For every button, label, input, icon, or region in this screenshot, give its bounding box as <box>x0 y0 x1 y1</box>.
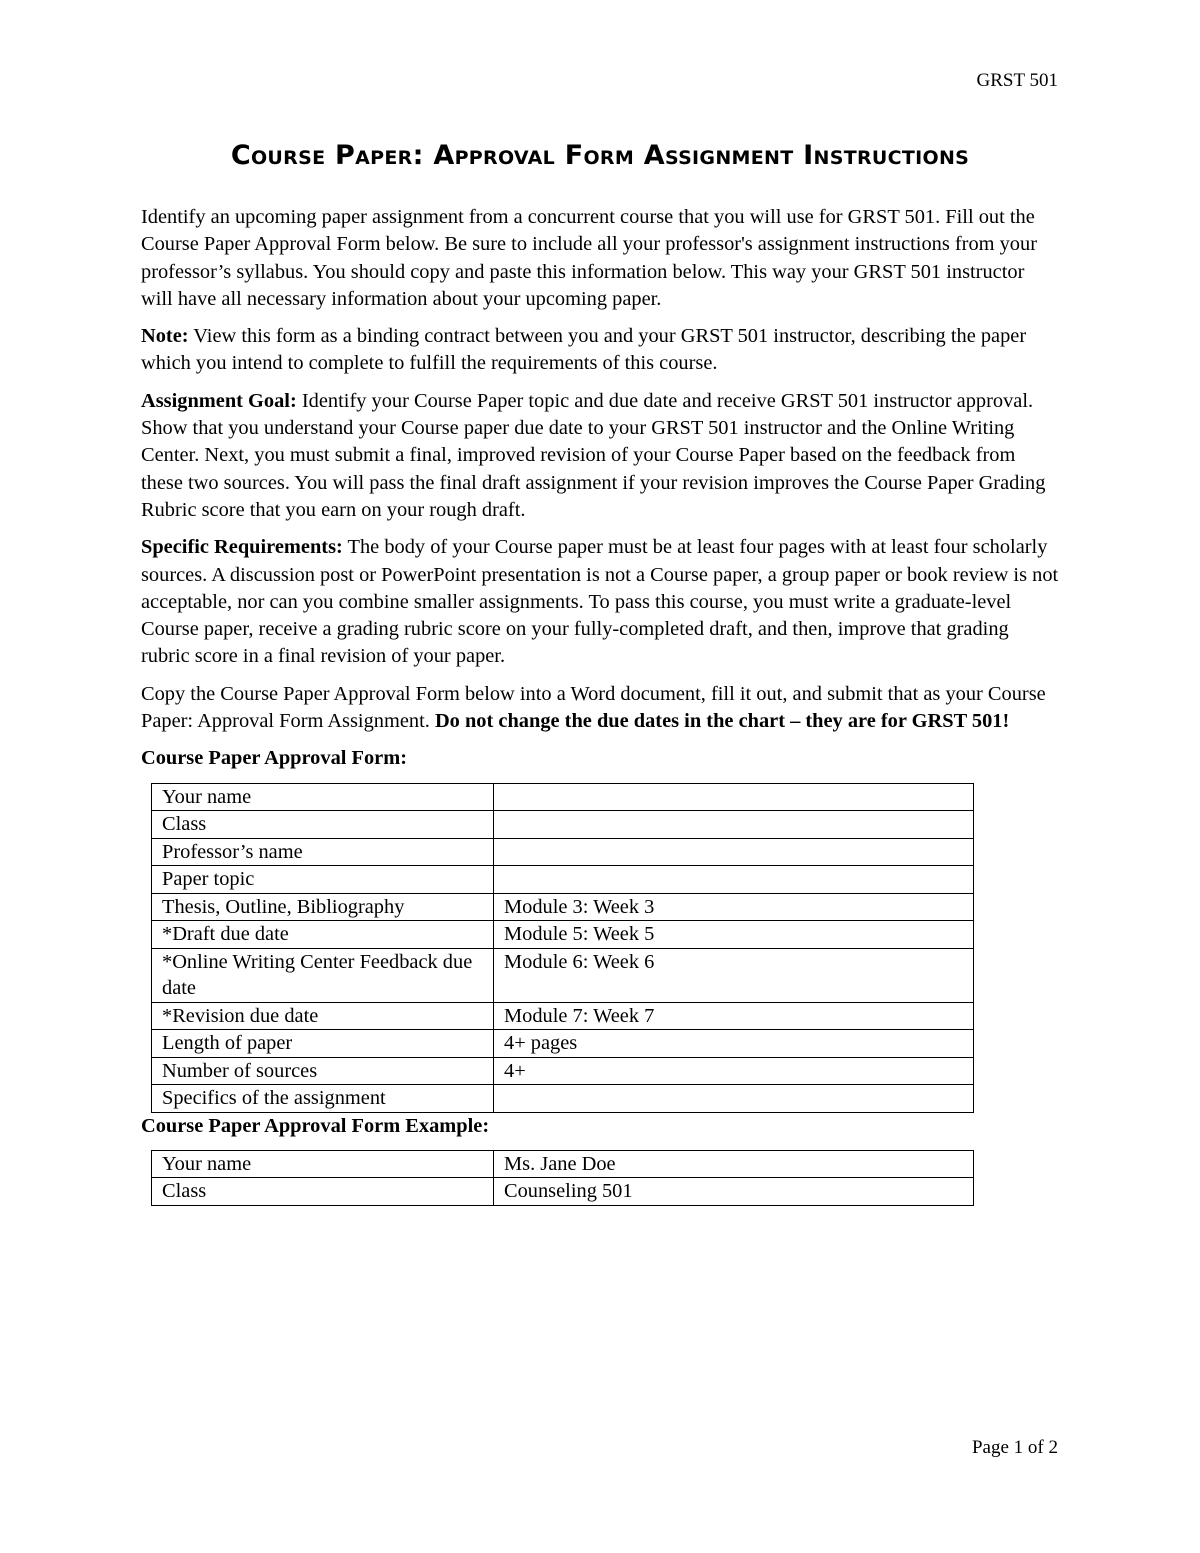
copy-warning: Do not change the due dates in the chart – they are for GRST 501! <box>434 710 1010 733</box>
row-value: Module 5: Week 5 <box>494 921 974 949</box>
row-label: Specifics of the assignment <box>152 1085 494 1113</box>
intro-paragraph: Identify an upcoming paper assignment from a concurrent course that you will use for GRST 501. Fill out the Course Paper Approval Form below. Be sure to include all your professor's assignment instructions from your professor’s syllabus. You should copy and paste this information below. This way your GRST 501 instructor will have all necessary information about your upcoming paper. <box>141 206 1037 310</box>
page-number: Page 1 of 2 <box>971 1437 1058 1458</box>
copy-text: Copy the Course Paper Approval Form below into a Word document, fill it out, and submit that as your Course Paper: Approval Form Assignment. <box>141 682 1046 733</box>
table-row <box>152 1178 974 1206</box>
row-label: *Revision due date <box>152 1002 494 1030</box>
row-value <box>494 783 974 811</box>
requirements-paragraph <box>141 534 1061 670</box>
table-row <box>152 893 974 921</box>
row-value: Ms. Jane Doe <box>494 1150 974 1178</box>
table-row <box>152 921 974 949</box>
row-label: Paper topic <box>152 866 494 894</box>
note-text: View this form as a binding contract between you and your GRST 501 instructor, describing the paper which you intend to complete to fulfill the requirements of this course. <box>141 325 1027 375</box>
row-value <box>494 811 974 839</box>
table-row <box>152 1002 974 1030</box>
table-row <box>152 1057 974 1085</box>
example-form-table <box>151 1150 974 1206</box>
goal-text: Identify your Course Paper topic and due date and receive GRST 501 instructor approval. Show that you understand your Course paper due date to your GRST 501 instructor and the Online Writing Center. Next, you must submit a final, improved revision of your Course Paper based on the feedback from these two sources. You will pass the final draft assignment if your revision improves the Course Paper Grading Rubric score that you earn on your rough draft. <box>141 389 1046 521</box>
row-label: Your name <box>152 783 494 811</box>
note-label: Note: <box>141 325 189 348</box>
row-label: Class <box>152 1178 494 1206</box>
row-value: Module 3: Week 3 <box>494 893 974 921</box>
page-header: GRST 501 <box>976 70 1058 91</box>
table-row <box>152 1150 974 1178</box>
row-label: Your name <box>152 1150 494 1178</box>
row-label: Length of paper <box>152 1030 494 1058</box>
row-value: Counseling 501 <box>494 1178 974 1206</box>
row-value <box>494 866 974 894</box>
goal-paragraph <box>141 388 1061 524</box>
row-label: *Draft due date <box>152 921 494 949</box>
form-heading: Course Paper Approval Form: <box>141 747 408 770</box>
row-label: Professor’s name <box>152 838 494 866</box>
table-row <box>152 866 974 894</box>
row-label: Class <box>152 811 494 839</box>
goal-label: Assignment Goal: <box>141 389 297 412</box>
row-value <box>494 838 974 866</box>
row-value: Module 7: Week 7 <box>494 1002 974 1030</box>
table-row <box>152 948 974 1002</box>
page-title: Course Paper: Approval Form Assignment Instructions <box>230 140 970 171</box>
table-row <box>152 1085 974 1113</box>
row-value: 4+ <box>494 1057 974 1085</box>
table-row <box>152 1030 974 1058</box>
document-body <box>141 204 1061 1206</box>
row-value <box>494 1085 974 1113</box>
row-label: *Online Writing Center Feedback due date <box>152 948 494 1002</box>
row-label: Number of sources <box>152 1057 494 1085</box>
table-row <box>152 783 974 811</box>
row-label: Thesis, Outline, Bibliography <box>152 893 494 921</box>
table-row <box>152 838 974 866</box>
requirements-label: Specific Requirements: <box>141 536 343 559</box>
copy-paragraph <box>141 681 1061 736</box>
table-row <box>152 811 974 839</box>
requirements-text: The body of your Course paper must be at least four pages with at least four scholarly sources. A discussion post or PowerPoint presentation is not a Course paper, a group paper or book review is not acceptable, nor can you combine smaller assignments. To pass this course, you must write a graduate-level Course paper, receive a grading rubric score on your fully-completed draft, and then, improve that grading rubric score in a final revision of your paper. <box>141 536 1059 668</box>
note-paragraph <box>141 323 1061 378</box>
approval-form-table <box>151 783 974 1113</box>
example-heading: Course Paper Approval Form Example: <box>141 1114 490 1137</box>
row-value: 4+ pages <box>494 1030 974 1058</box>
row-value: Module 6: Week 6 <box>494 948 974 1002</box>
